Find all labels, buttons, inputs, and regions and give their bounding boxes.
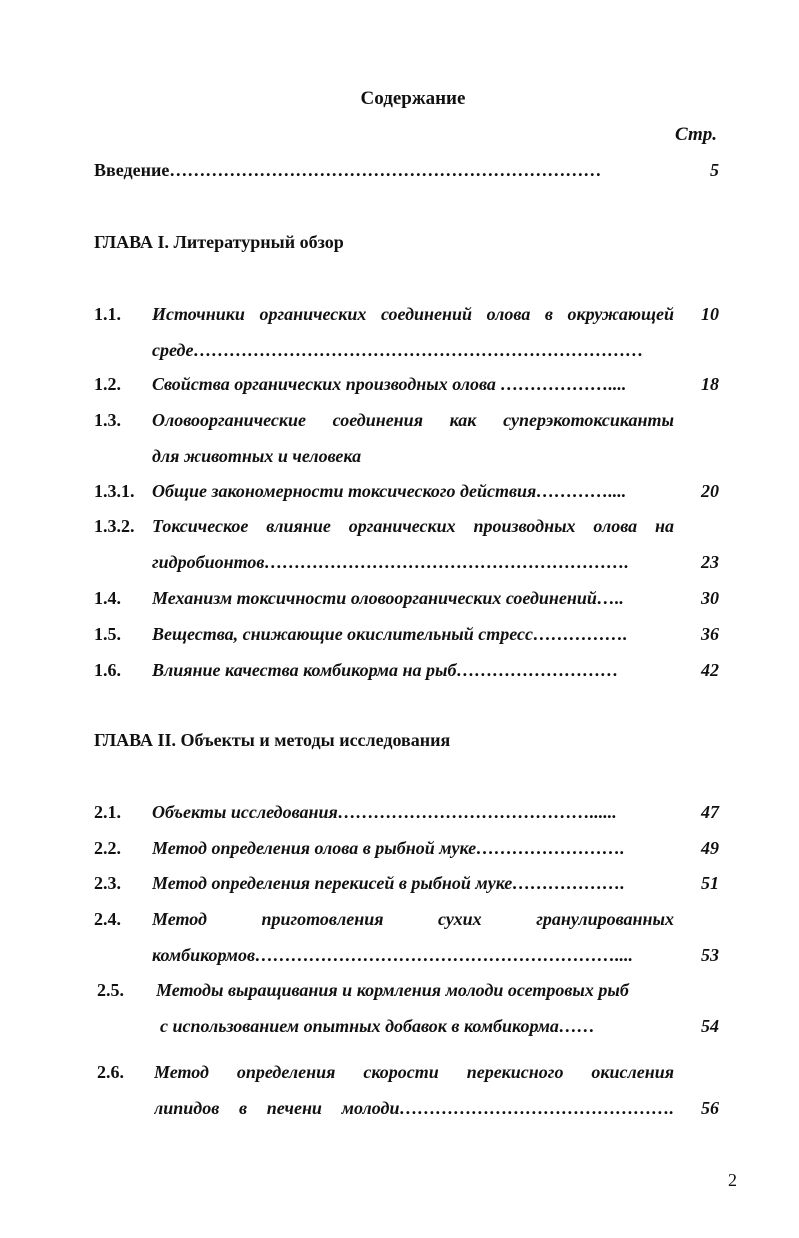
toc-entry-text [152, 296, 674, 368]
toc-entry-number: 1.1. [94, 304, 121, 324]
toc-entry-text: Влияние качества комбикорма на рыб……………………… [152, 660, 619, 680]
toc-entry-page: 18 [701, 374, 719, 394]
toc-entry-page: 36 [701, 624, 719, 644]
toc-entry-line: липидов в печени молоди………………………………………. [154, 1098, 674, 1118]
toc-entry-1-6 [94, 652, 719, 688]
toc-entry-page: 54 [701, 1016, 719, 1036]
toc-entry-line: среде………………………………………………………………… [152, 340, 644, 360]
toc-entry-text [152, 901, 674, 973]
toc-entry-text: Механизм токсичности оловоорганических соединений….. [152, 588, 624, 608]
toc-entry-number: 1.2. [94, 374, 121, 394]
toc-entry-intro [94, 152, 719, 188]
toc-entry-line: Источники органических соединений олова в окружающей [152, 304, 674, 324]
toc-entry-text: Общие закономерности токсического действия………….... [152, 481, 627, 501]
toc-entry-page: 10 [701, 304, 719, 324]
toc-entry-page: 51 [701, 873, 719, 893]
toc-entry-page: 53 [701, 945, 719, 965]
toc-entry-number: 1.3.1. [94, 481, 135, 501]
toc-entry-line: Токсическое влияние органических производных олова на [152, 516, 674, 536]
toc-entry-text: Вещества, снижающие окислительный стресс……………. [152, 624, 628, 644]
toc-entry-page: 30 [701, 588, 719, 608]
toc-entry-line: Методы выращивания и кормления молоди осетровых рыб [156, 980, 629, 1000]
toc-entry-text [152, 508, 674, 580]
toc-title: Содержание [360, 88, 466, 109]
toc-entry-text: Метод определения олова в рыбной муке……………………. [152, 838, 625, 858]
toc-entry-page: 56 [701, 1098, 719, 1118]
toc-entry-page: 5 [710, 160, 719, 180]
chapter-heading-1: ГЛАВА I. Литературный обзор [94, 232, 344, 252]
toc-entry-number: 1.3.2. [94, 516, 135, 536]
page-number: 2 [728, 1170, 737, 1190]
toc-entry-number: 1.3. [94, 410, 121, 430]
toc-entry-line: Оловоорганические соединения как суперэкотоксиканты [152, 410, 674, 430]
toc-entry-number: 2.2. [94, 838, 121, 858]
page-column-header: Стр. [675, 124, 717, 145]
toc-entry-number: 2.1. [94, 802, 121, 822]
toc-entry-1-3-2 [94, 508, 719, 580]
toc-entry-page: 47 [701, 802, 719, 822]
toc-entry-number: 1.4. [94, 588, 121, 608]
toc-entry-text: Свойства органических производных олова ……………….... [152, 374, 627, 394]
toc-entry-text [154, 1054, 674, 1126]
toc-entry-number: 2.6. [97, 1062, 124, 1082]
toc-entry-page: 49 [701, 838, 719, 858]
toc-entry-text: Метод определения перекисей в рыбной муке………………. [152, 873, 625, 893]
toc-entry-2-1 [94, 794, 719, 830]
toc-entry-1-5 [94, 616, 719, 652]
toc-entry-page: 23 [701, 552, 719, 572]
toc-entry-text [156, 972, 674, 1044]
toc-entry-1-3 [94, 402, 719, 474]
toc-entry-line: гидробионтов……………………………………………………. [152, 552, 629, 572]
toc-entry-text: Объекты исследования……………………………………...... [152, 802, 617, 822]
toc-entry-line: Метод приготовления сухих гранулированных [152, 909, 674, 929]
toc-entry-number: 1.5. [94, 624, 121, 644]
toc-entry-text [152, 402, 674, 474]
toc-entry-2-4 [94, 901, 719, 973]
toc-entry-number: 2.4. [94, 909, 121, 929]
toc-entry-1-4 [94, 580, 719, 616]
toc-entry-1-3-1 [94, 473, 719, 509]
toc-entry-page: 20 [701, 481, 719, 501]
toc-entry-2-2 [94, 830, 719, 866]
toc-entry-1-2 [94, 366, 719, 402]
toc-entry-text: Введение……………………………………………………………… [94, 160, 602, 180]
toc-entry-line: для животных и человека [152, 446, 362, 466]
chapter-heading-2: ГЛАВА II. Объекты и методы исследования [94, 730, 451, 750]
toc-entry-page: 42 [701, 660, 719, 680]
toc-entry-number: 1.6. [94, 660, 121, 680]
toc-entry-line: комбикормов…………………………………………………….... [152, 945, 633, 965]
toc-entry-2-5 [94, 972, 719, 1044]
toc-entry-2-6 [94, 1054, 719, 1126]
toc-entry-2-3 [94, 865, 719, 901]
toc-entry-line: Метод определения скорости перекисного окисления [154, 1062, 674, 1082]
toc-entry-number: 2.5. [97, 980, 124, 1000]
toc-entry-1-1 [94, 296, 719, 368]
toc-entry-line: с использованием опытных добавок в комбикорма…… [160, 1016, 595, 1036]
toc-entry-number: 2.3. [94, 873, 121, 893]
